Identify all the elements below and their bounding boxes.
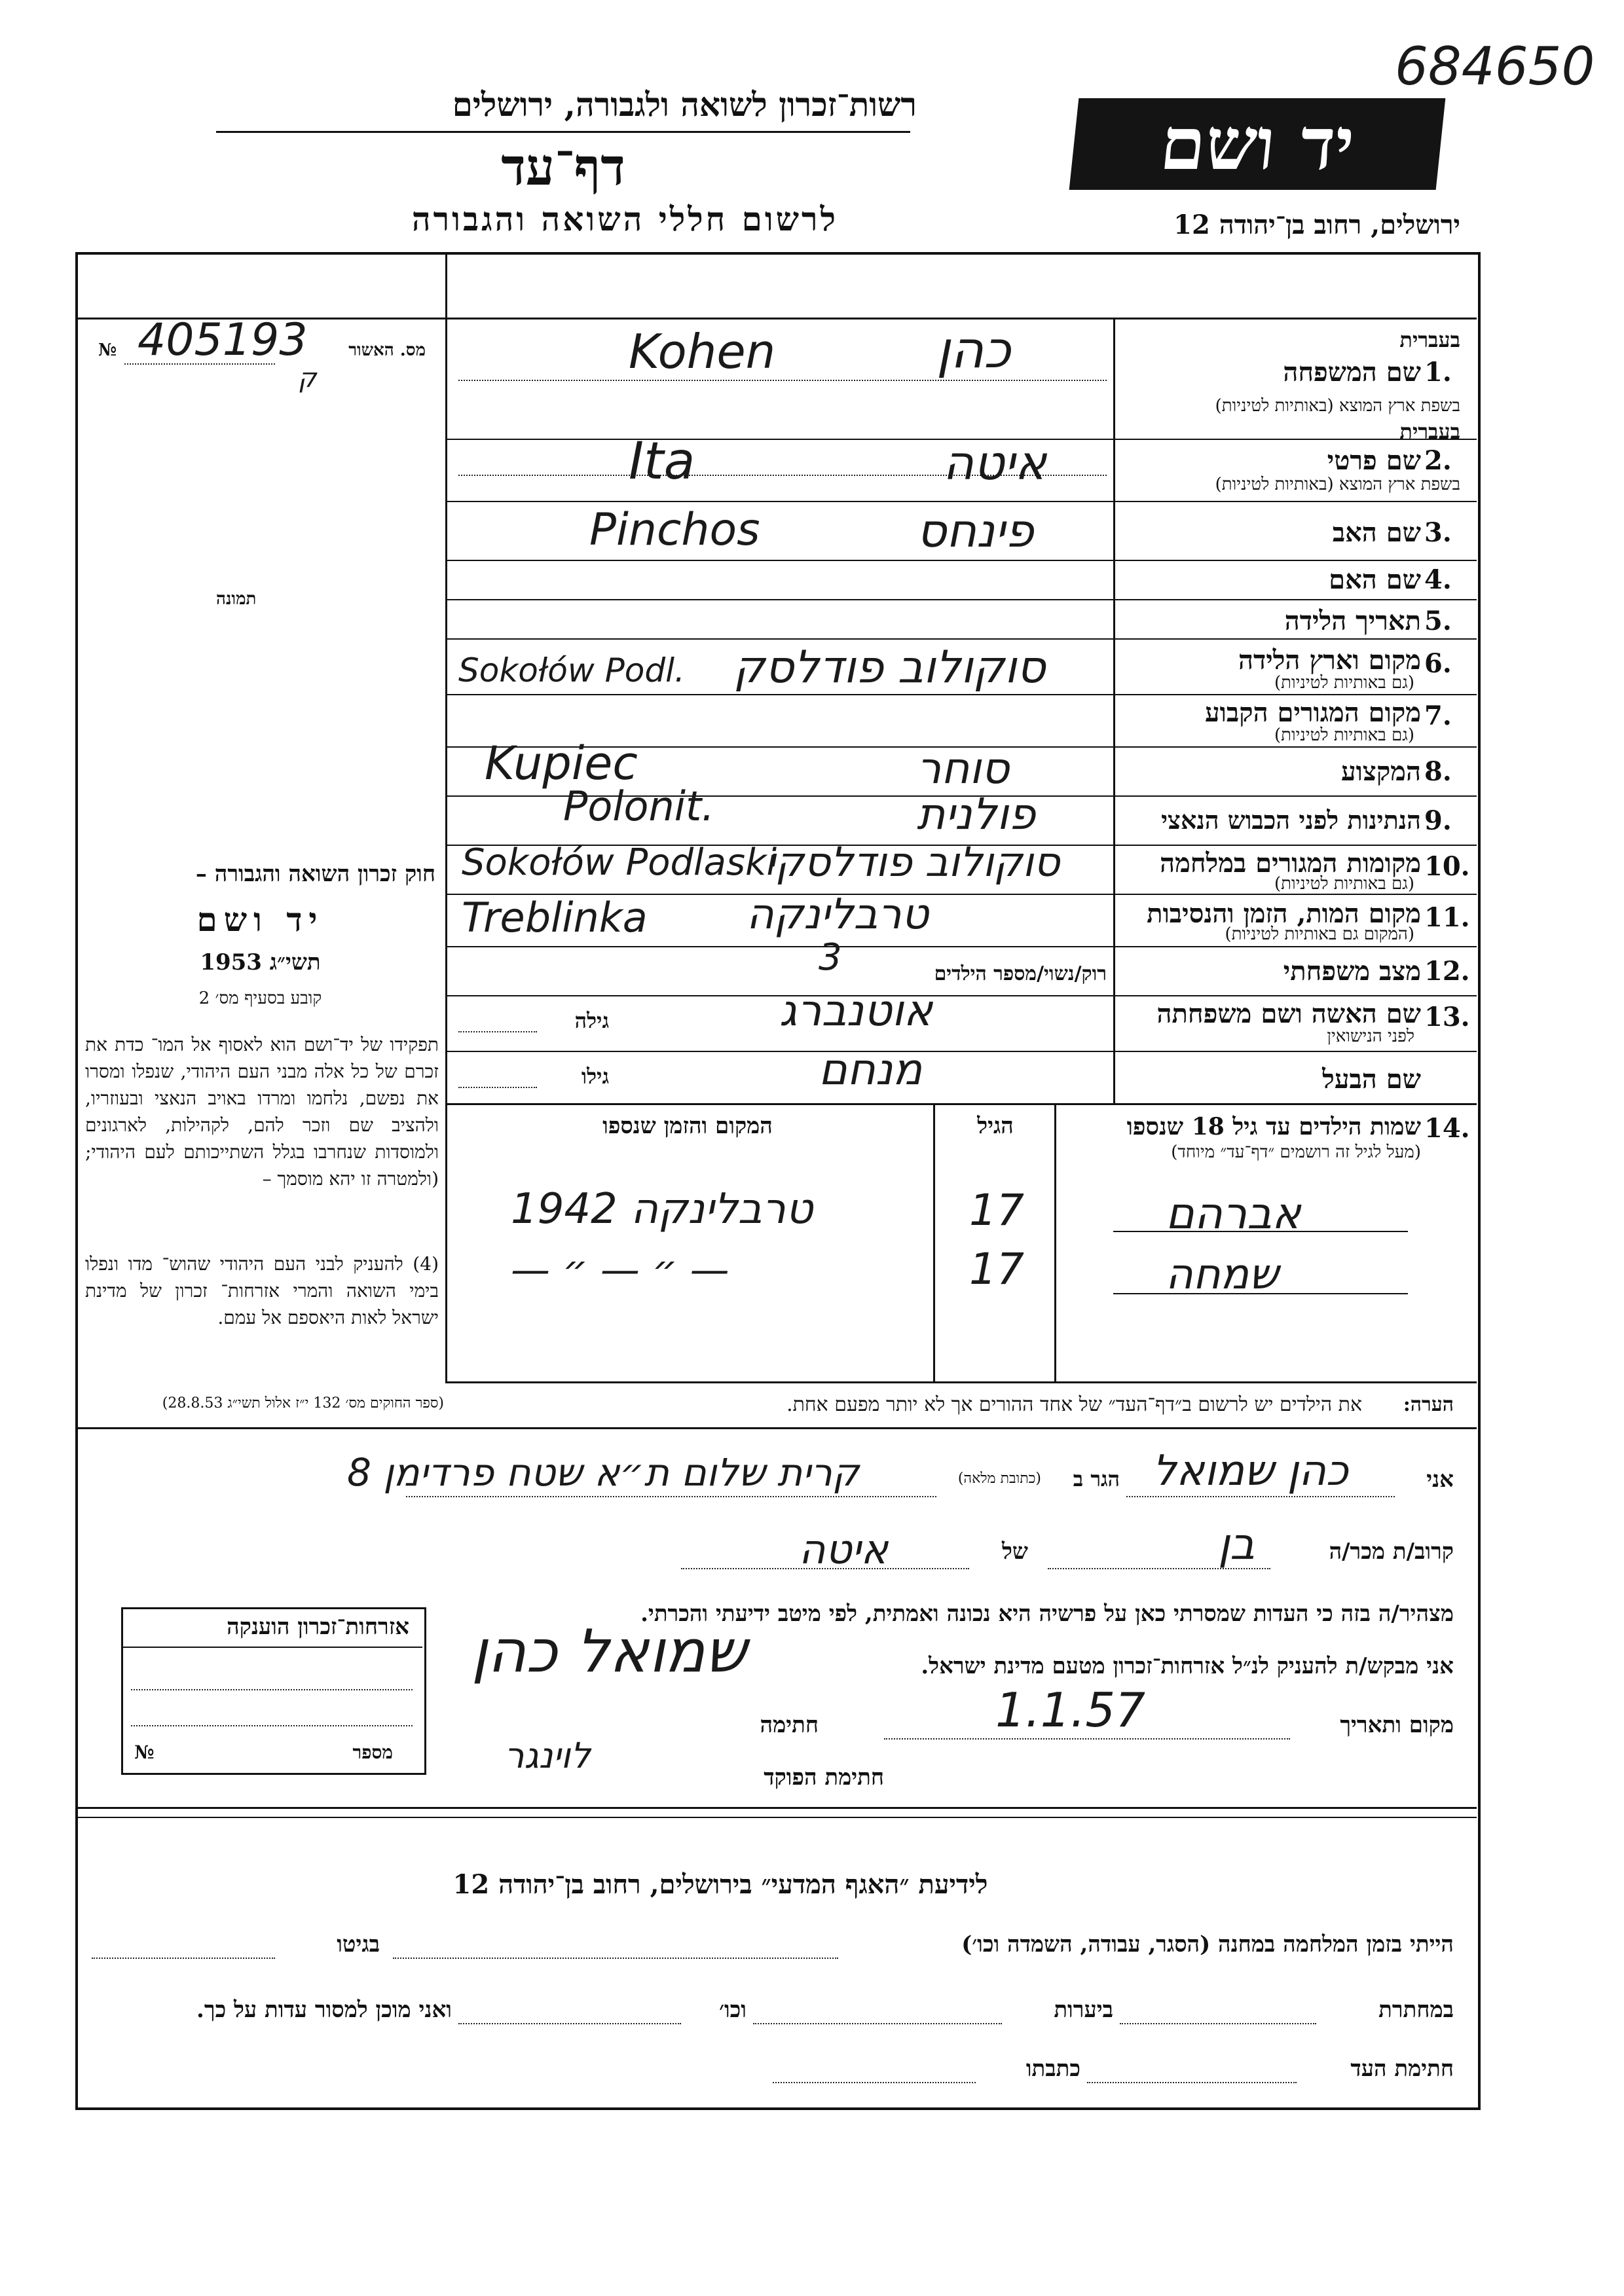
- f2-hint: בשפת ארץ המוצא (באותיות לטיניות): [1215, 475, 1460, 494]
- f10-label: מקומות המגורים במלחמה: [1160, 848, 1421, 879]
- footer-title: לידיעת ״האגף המדעי״ בירושלים, רחוב בן־יהודה 12: [452, 1869, 988, 1900]
- f1-value-lat: Kohen: [629, 324, 776, 379]
- children-number: 14.: [1424, 1113, 1470, 1144]
- decl-signature: שמואל כהן: [471, 1617, 747, 1686]
- f9-value-heb: פולנית: [917, 789, 1036, 839]
- children-col-place: המקום והזמן שנספו: [602, 1113, 773, 1139]
- f6-number: 6.: [1424, 648, 1452, 679]
- child-1-place: טרבלינקה 1942: [511, 1185, 813, 1233]
- children-label: שמות הילדים עד גיל 18 שנספו: [1126, 1113, 1421, 1140]
- f12-options: רוק/נשוי/מספר הילדים: [934, 962, 1107, 985]
- f6-label: מקום וארץ הלידה: [1238, 645, 1421, 676]
- decl-of-label: של: [1002, 1539, 1028, 1565]
- logo-text: יד ושם: [1156, 101, 1359, 186]
- f1-number: 1.: [1424, 357, 1452, 388]
- children-col-age: הגיל: [977, 1113, 1014, 1139]
- f7-label: מקום המגורים הקבוע: [1205, 697, 1421, 728]
- footer-line1-b: בגיטו: [337, 1931, 380, 1958]
- f10-value-lat: Sokołów Podlaski: [462, 841, 777, 884]
- decl-relative-value: בן: [1218, 1519, 1255, 1569]
- husband-label: שם הבעל: [1322, 1064, 1421, 1095]
- f6-value-heb: סוקולוב פודלסק: [733, 642, 1046, 693]
- f13-label: שם האשה ושם משפחתה: [1156, 998, 1421, 1029]
- decl-signature-label: חתימה: [760, 1712, 819, 1738]
- law-body-2: (4) להעניק לבני העם היהודי שהוש־ מדו ונפלו בימי השואה והמרי אזרחות־ זכרון של מדינת ישראל לאות היאספם אל עמם.: [85, 1253, 439, 1328]
- f6-value-lat: Sokołów Podl.: [458, 651, 685, 689]
- f9-value-lat: Polonit.: [563, 782, 715, 830]
- decl-relative-label: קרוב/ת מכר/ה: [1329, 1539, 1454, 1565]
- f12-children-count: 3: [819, 936, 842, 979]
- header-address: ירושלים, רחוב בן־יהודה 12: [1173, 210, 1460, 240]
- decl-address: קרית שלום ת״א שטח פרדימן 8: [347, 1450, 860, 1495]
- approval-number: 405193: [138, 314, 308, 366]
- f3-value-heb: פינחס: [917, 504, 1034, 558]
- f11-label: מקום המות, הזמן והנסיבות: [1147, 898, 1421, 929]
- footer-line1-a: הייתי בזמן המלחמה במחנה (הסגר, עבודה, השמדה וכו׳): [961, 1931, 1454, 1958]
- f10-number: 10.: [1424, 851, 1470, 882]
- f6-hint: (גם באותיות לטיניות): [1274, 673, 1414, 693]
- f8-value-lat: Kupiec: [485, 737, 638, 790]
- law-name: יד ושם: [196, 900, 324, 939]
- yad-vashem-logo: [1069, 98, 1446, 190]
- decl-resides-label: הגר ב: [1073, 1467, 1120, 1491]
- citizenship-number-label: מספר: [352, 1741, 393, 1763]
- authority-name: רשות־זכרון לשואה ולגבורה, ירושלים: [452, 85, 917, 124]
- f7-hint: (גם באותיות לטיניות): [1274, 725, 1414, 745]
- decl-line-1: מצהיר/ה בזה כי העדות שמסרתי כאן על פרשיה היא נכונה ואמתית, לפי מיטב ידיעתי והכרתי.: [640, 1601, 1454, 1627]
- footer-line3-a: חתימת העד: [1350, 2056, 1454, 2082]
- husband-value: מנחם: [819, 1044, 923, 1095]
- citizenship-no-sign: №: [134, 1741, 155, 1763]
- approval-label: מס. האשור: [348, 340, 426, 360]
- f5-label: תאריך הלידה: [1284, 606, 1421, 636]
- decl-place-date-label: מקום ותאריך: [1340, 1712, 1454, 1738]
- f11-hint: (המקום גם באותיות לטיניות): [1225, 924, 1414, 944]
- f9-number: 9.: [1424, 805, 1452, 836]
- child-1-age: 17: [969, 1185, 1024, 1235]
- decl-name: כהן שמואל: [1153, 1447, 1348, 1495]
- footer-line2-a: במחתרת: [1378, 1997, 1454, 2023]
- f11-value-heb: טרבלינקה: [747, 890, 929, 939]
- f7-number: 7.: [1424, 701, 1452, 731]
- f12-number: 12.: [1424, 956, 1470, 987]
- form-title: דף־עד: [501, 137, 625, 197]
- decl-date: 1.1.57: [995, 1683, 1146, 1738]
- note-text: את הילדים יש לרשום ב״דף־העד״ של אחד ההורים אך לא יותר מפעם אחת.: [786, 1393, 1362, 1416]
- citizenship-title: אזרחות־זכרון הוענקה: [227, 1614, 409, 1640]
- f13-age-label: גילה: [574, 1008, 609, 1033]
- f4-number: 4.: [1424, 564, 1452, 595]
- f2-label: שם פרטי: [1327, 445, 1421, 476]
- form-subtitle: לרשום חללי השואה והגבורה: [411, 200, 838, 238]
- law-year: תשי״ג 1953: [200, 949, 321, 975]
- f2-value-lat: Ita: [629, 432, 695, 491]
- photo-label: תמונה: [216, 589, 257, 609]
- archive-number: 684650: [1395, 36, 1595, 97]
- footer-line3-b: כתבתו: [1025, 2056, 1080, 2082]
- approval-extra: ק: [298, 363, 317, 393]
- f1-value-heb: כהן: [936, 321, 1011, 380]
- f3-number: 3.: [1424, 517, 1452, 548]
- child-2-age: 17: [969, 1244, 1024, 1294]
- footer-line2-c: וכו׳: [719, 1997, 747, 2023]
- law-clause: קובע בסעיף מס׳ 2: [198, 989, 322, 1008]
- footer-line2-d: ואני מוכן למסור עדות על כך.: [196, 1997, 452, 2023]
- f1-label: שם המשפחה: [1283, 357, 1421, 388]
- f11-value-lat: Treblinka: [462, 894, 648, 941]
- f1-hint: בשפת ארץ המוצא (באותיות לטיניות): [1215, 396, 1460, 416]
- decl-line-2: אני מבקש/ת להעניק לנ״ל אזרחות־זכרון מטעם מדינת ישראל.: [921, 1653, 1454, 1679]
- f2-heb-hint: בעברית: [1399, 419, 1460, 444]
- note-label: הערה:: [1403, 1393, 1454, 1416]
- f9-label: הנתינות לפני הכבוש הנאצי: [1161, 805, 1421, 835]
- law-reference: (ספר החוקים מס׳ 132 י״ז אלול תשי״ג 28.8.53): [162, 1395, 444, 1412]
- decl-i-label: אני: [1426, 1467, 1454, 1493]
- f13-value: אוטנברג: [779, 985, 932, 1036]
- f13-number: 13.: [1424, 1002, 1470, 1032]
- f4-label: שם האם: [1329, 564, 1421, 595]
- husband-age-label: גילו: [581, 1064, 609, 1089]
- children-hint: (מעל לגיל זה רושמים ״דף־עד״ מיוחד): [1171, 1142, 1421, 1162]
- f13-hint: לפני הנישואין: [1327, 1027, 1414, 1046]
- child-2-place: — ״ — ״ —: [511, 1247, 729, 1293]
- law-body-1: תפקידו של יד־ושם הוא לאסוף אל המו־ כדת את זכרם של כל אלה מבני העם היהודי, שנפלו ומסרו את נפשם, נלחמו ומרדו באויב הנאצי ובעוזריו, ולהציב שם וזכר להם, לקהילות, לארגונים ולמוסדות שנחרבו בגלל השתייכותם לעם היהודי; (ולמטרה זו יהא מוסמך –: [85, 1034, 439, 1190]
- f2-value-heb: איטה: [943, 435, 1046, 490]
- child-2-name: שמחה: [1166, 1250, 1279, 1299]
- decl-of-value: איטה: [799, 1525, 889, 1573]
- official-signature-label: חתימת הפוקד: [764, 1764, 884, 1791]
- official-signature: לוינגר: [504, 1735, 591, 1776]
- f8-value-heb: סוחר: [917, 743, 1010, 793]
- f8-number: 8.: [1424, 756, 1452, 787]
- law-title: חוק זכרון השואה והגבורה –: [195, 861, 435, 887]
- f3-label: שם האב: [1332, 517, 1421, 548]
- f5-number: 5.: [1424, 606, 1452, 636]
- f10-hint: (גם באותיות לטיניות): [1274, 874, 1414, 894]
- f8-label: המקצוע: [1341, 756, 1421, 787]
- f11-number: 11.: [1424, 902, 1470, 933]
- f3-value-lat: Pinchos: [589, 504, 760, 556]
- child-1-name: אברהם: [1166, 1188, 1301, 1239]
- f12-label: מצב משפחתי: [1283, 956, 1421, 987]
- approval-no-sign: №: [98, 340, 117, 360]
- f10-value-heb: סוקולוב פודלסקי: [766, 838, 1060, 886]
- decl-address-hint: (כתובת מלאה): [957, 1470, 1041, 1487]
- footer-line2-b: ביערות: [1054, 1997, 1113, 2023]
- f1-heb-hint: בעברית: [1399, 327, 1460, 352]
- f2-number: 2.: [1424, 445, 1452, 476]
